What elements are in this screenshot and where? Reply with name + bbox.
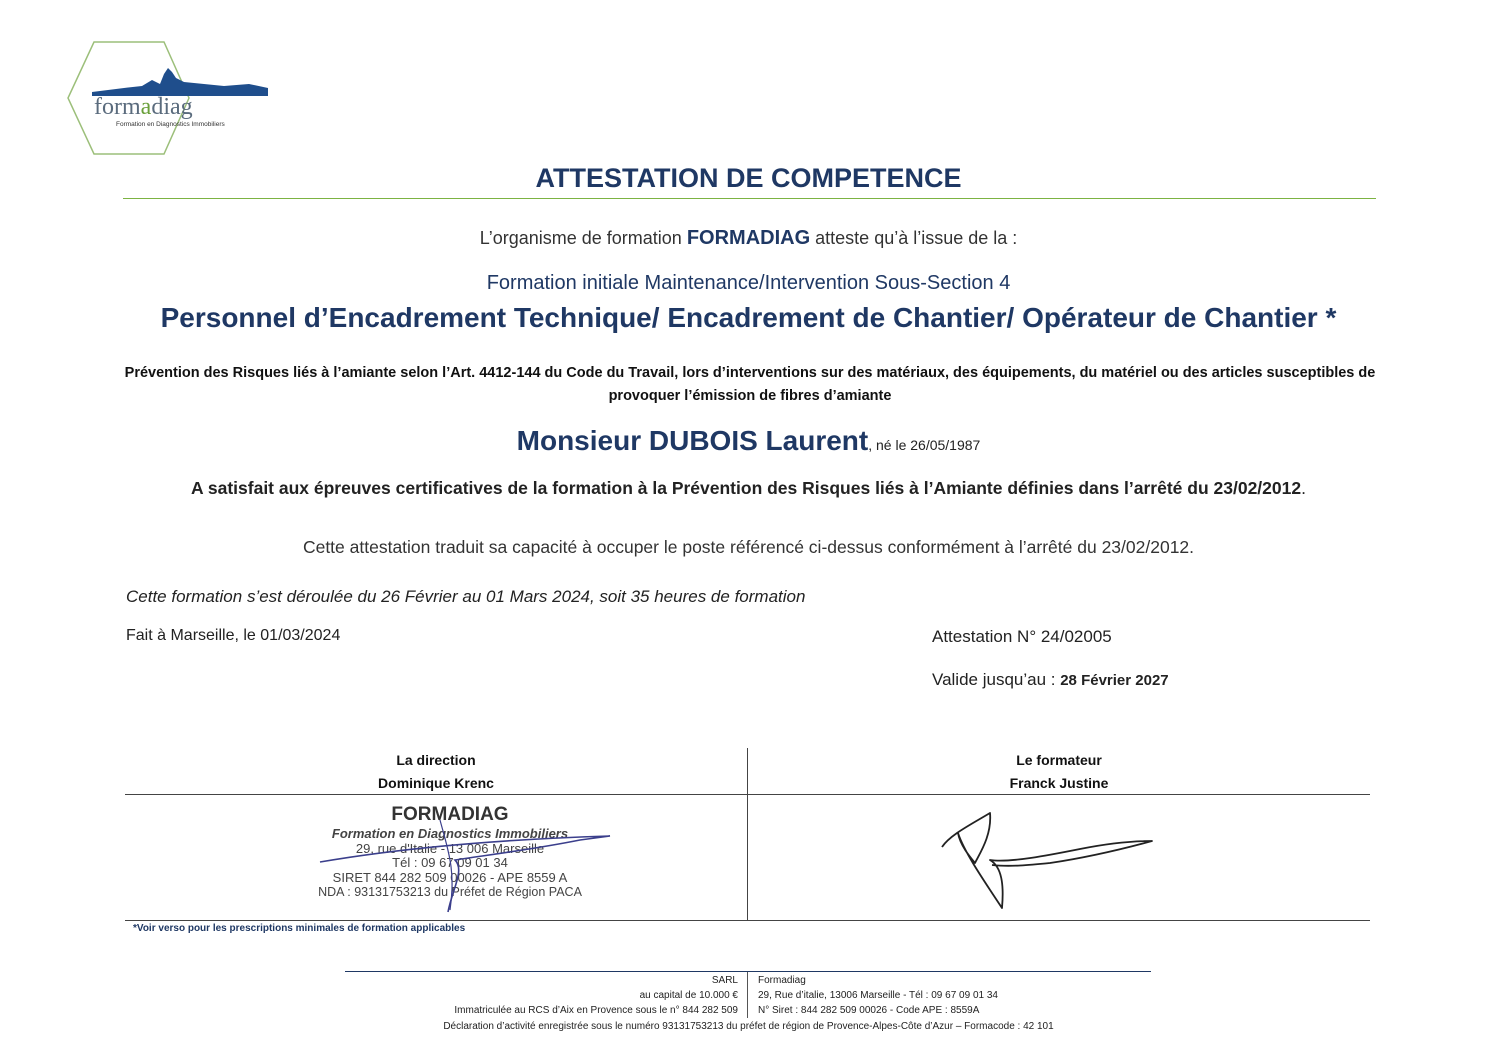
footer-column-divider xyxy=(747,972,748,1018)
company-stamp xyxy=(280,800,620,918)
person-line xyxy=(0,425,1497,457)
footer-legal-right xyxy=(758,973,1158,1018)
signature-bottom-rule xyxy=(125,920,1370,921)
capacity-statement: Cette attestation traduit sa capacité à occuper le poste référencé ci-dessus conformément à l’arrêté du 23/02/2012. xyxy=(302,537,1195,557)
satisfied-statement xyxy=(0,478,1497,499)
trainer-header xyxy=(748,749,1370,795)
footer-left-line: au capital de 10.000 € xyxy=(639,990,738,1001)
footer-declaration: Déclaration d’activité enregistrée sous le numéro 93131753213 du préfet de région de Provence-Alpes-Côte d’Azur – Formacode : 42 101 xyxy=(443,1021,1054,1032)
formation-type: Formation initiale Maintenance/Intervention Sous-Section 4 xyxy=(486,272,1011,294)
intro-text xyxy=(0,227,1497,250)
validity xyxy=(932,670,1169,690)
footer-left-line: Immatriculée au RCS d’Aix en Provence sous le n° 844 282 509 xyxy=(454,1005,738,1016)
svg-text:formadiag xyxy=(94,94,193,120)
footer-right-line: N° Siret : 844 282 509 00026 - Code APE : 8559A xyxy=(758,1005,980,1016)
director-role: La direction xyxy=(396,752,476,768)
birth-date: , né le 26/05/1987 xyxy=(868,437,981,453)
director-name: Dominique Krenc xyxy=(378,775,494,791)
footer-right-line: Formadiag xyxy=(758,975,806,986)
person-name: Monsieur DUBOIS Laurent xyxy=(516,425,869,456)
logo-tagline: Formation en Diagnostics Immobiliers xyxy=(116,121,225,128)
intro-after: atteste qu’à l’issue de la : xyxy=(810,228,1018,248)
footer-right-line: 29, Rue d’italie, 13006 Marseille - Tél : 09 67 09 01 34 xyxy=(758,990,998,1001)
stamp-address: 29, rue d'Italie - 13 006 Marseille xyxy=(355,841,545,856)
training-period: Cette formation s’est déroulée du 26 Février au 01 Mars 2024, soit 35 heures de formation xyxy=(126,587,806,606)
job-title: Personnel d’Encadrement Technique/ Encadrement de Chantier/ Opérateur de Chantier * xyxy=(160,302,1337,333)
stamp-company-name: FORMADIAG xyxy=(391,804,509,825)
trainer-name: Franck Justine xyxy=(1009,775,1109,791)
place-date: Fait à Marseille, le 01/03/2024 xyxy=(126,627,341,644)
title-divider xyxy=(123,198,1376,199)
document-title: ATTESTATION DE COMPETENCE xyxy=(535,163,962,193)
satisfied-text: A satisfait aux épreuves certificatives de la formation à la Prévention des Risques liés à l’Amiante définies dans l’arrêté du 23/02/2012 xyxy=(191,478,1302,498)
logo-brand-part2: a xyxy=(140,94,152,120)
stamp-phone: Tél : 09 67 09 01 34 xyxy=(392,855,508,870)
footnote: *Voir verso pour les prescriptions minimales de formation applicables xyxy=(133,923,466,934)
stamp-subtitle: Formation en Diagnostics Immobiliers xyxy=(331,826,569,841)
trainer-signature xyxy=(930,805,1160,915)
valid-date: 28 Février 2027 xyxy=(1060,672,1169,689)
stamp-nda: NDA : 93131753213 du Préfet de Région PACA xyxy=(318,885,582,899)
logo-brand-part3: diag xyxy=(151,94,193,120)
satisfied-end: . xyxy=(1301,478,1306,498)
intro-before: L’organisme de formation xyxy=(479,228,687,248)
footer-legal-left xyxy=(345,973,738,1018)
trainer-role: Le formateur xyxy=(1016,752,1102,768)
footer-divider xyxy=(345,971,1151,972)
logo-brand-part1: form xyxy=(94,94,141,120)
organization-name: FORMADIAG xyxy=(686,227,811,249)
director-signature xyxy=(280,800,620,918)
stamp-siret: SIRET 844 282 509 00026 - APE 8559 A xyxy=(332,870,568,885)
attestation-number: Attestation N° 24/02005 xyxy=(932,627,1112,646)
company-logo xyxy=(64,40,274,156)
footer-left-line: SARL xyxy=(711,975,738,986)
prevention-description: Prévention des Risques liés à l’amiante selon l’Art. 4412-144 du Code du Travail, lors d’interventions sur des matériaux, des équipements, du matériel ou des articles susceptibles de provoquer l’émission de fibres d’amiante xyxy=(124,365,1376,404)
director-header xyxy=(125,749,747,795)
valid-label: Valide jusqu’au : xyxy=(932,670,1061,689)
